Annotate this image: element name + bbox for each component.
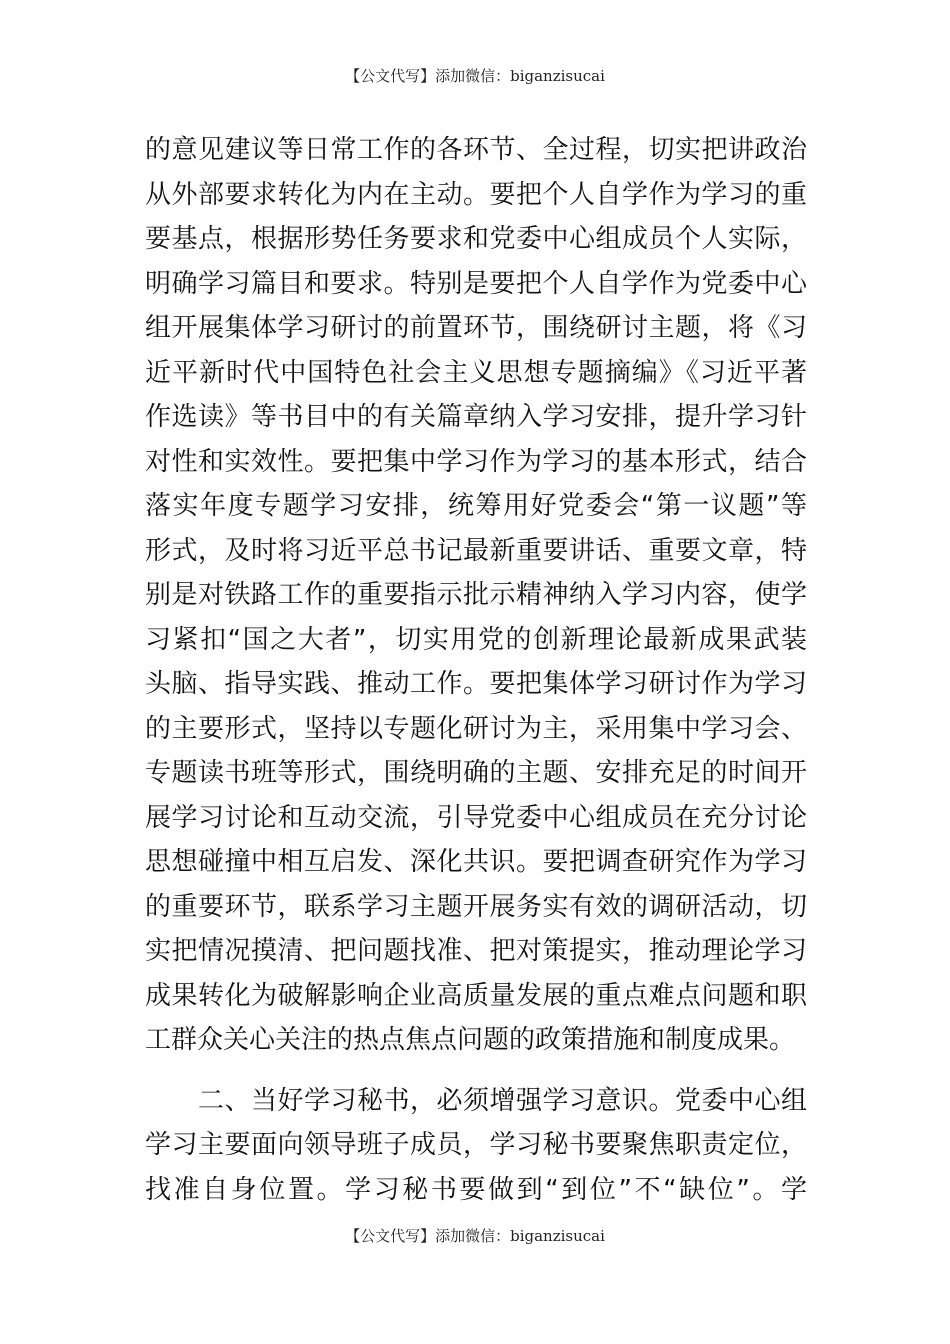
text-line: 落实年度专题学习安排，统筹用好党委会“第一议题”等 [145, 491, 807, 521]
text-line: 要基点，根据形势任务要求和党委中心组成员个人实际， [145, 224, 807, 254]
document-body [145, 128, 807, 1212]
page-header: 【公文代写】添加微信：biganzisucai [345, 67, 605, 85]
page-footer: 【公文代写】添加微信：biganzisucai [345, 1227, 605, 1245]
text-line: 的意见建议等日常工作的各环节、全过程，切实把讲政治 [145, 135, 807, 165]
text-line: 组开展集体学习研讨的前置环节，围绕研讨主题，将《习 [145, 313, 807, 343]
text-line: 专题读书班等形式，围绕明确的主题、安排充足的时间开 [145, 758, 807, 788]
text-line: 形式，及时将习近平总书记最新重要讲话、重要文章，特 [145, 535, 807, 566]
paragraph-1 [145, 128, 807, 1063]
text-line: 思想碰撞中相互启发、深化共识。要把调查研究作为学习 [145, 847, 807, 877]
text-line: 近平新时代中国特色社会主义思想专题摘编》《习近平著 [145, 357, 807, 388]
text-line: 展学习讨论和互动交流，引导党委中心组成员在充分讨论 [145, 802, 807, 833]
paragraph-gap [145, 1063, 807, 1079]
paragraph-2 [145, 1079, 807, 1213]
text-line: 别是对铁路工作的重要指示批示精神纳入学习内容，使学 [145, 580, 807, 610]
text-line: 找准自身位置。学习秘书要做到“到位”不“缺位”。学 [145, 1174, 807, 1205]
text-line: 明确学习篇目和要求。特别是要把个人自学作为党委中心 [145, 268, 807, 299]
text-line: 的重要环节，联系学习主题开展务实有效的调研活动，切 [145, 891, 807, 922]
text-line: 的主要形式，坚持以专题化研讨为主，采用集中学习会、 [145, 713, 807, 744]
text-line: 作选读》等书目中的有关篇章纳入学习安排，提升学习针 [145, 402, 807, 432]
text-line: 二、当好学习秘书，必须增强学习意识。党委中心组 [145, 1085, 807, 1116]
text-line: 成果转化为破解影响企业高质量发展的重点难点问题和职 [145, 980, 807, 1011]
text-line: 学习主要面向领导班子成员，学习秘书要聚焦职责定位， [145, 1130, 807, 1160]
text-line: 头脑、指导实践、推动工作。要把集体学习研讨作为学习 [145, 669, 807, 699]
text-line: 实把情况摸清、把问题找准、把对策提实，推动理论学习 [145, 936, 807, 966]
text-line: 工群众关心关注的热点焦点问题的政策措施和制度成果。 [145, 1025, 796, 1055]
text-line: 习紧扣“国之大者”，切实用党的创新理论最新成果武装 [145, 624, 807, 655]
text-line: 对性和实效性。要把集中学习作为学习的基本形式，结合 [145, 446, 807, 477]
text-line: 从外部要求转化为内在主动。要把个人自学作为学习的重 [145, 179, 807, 210]
